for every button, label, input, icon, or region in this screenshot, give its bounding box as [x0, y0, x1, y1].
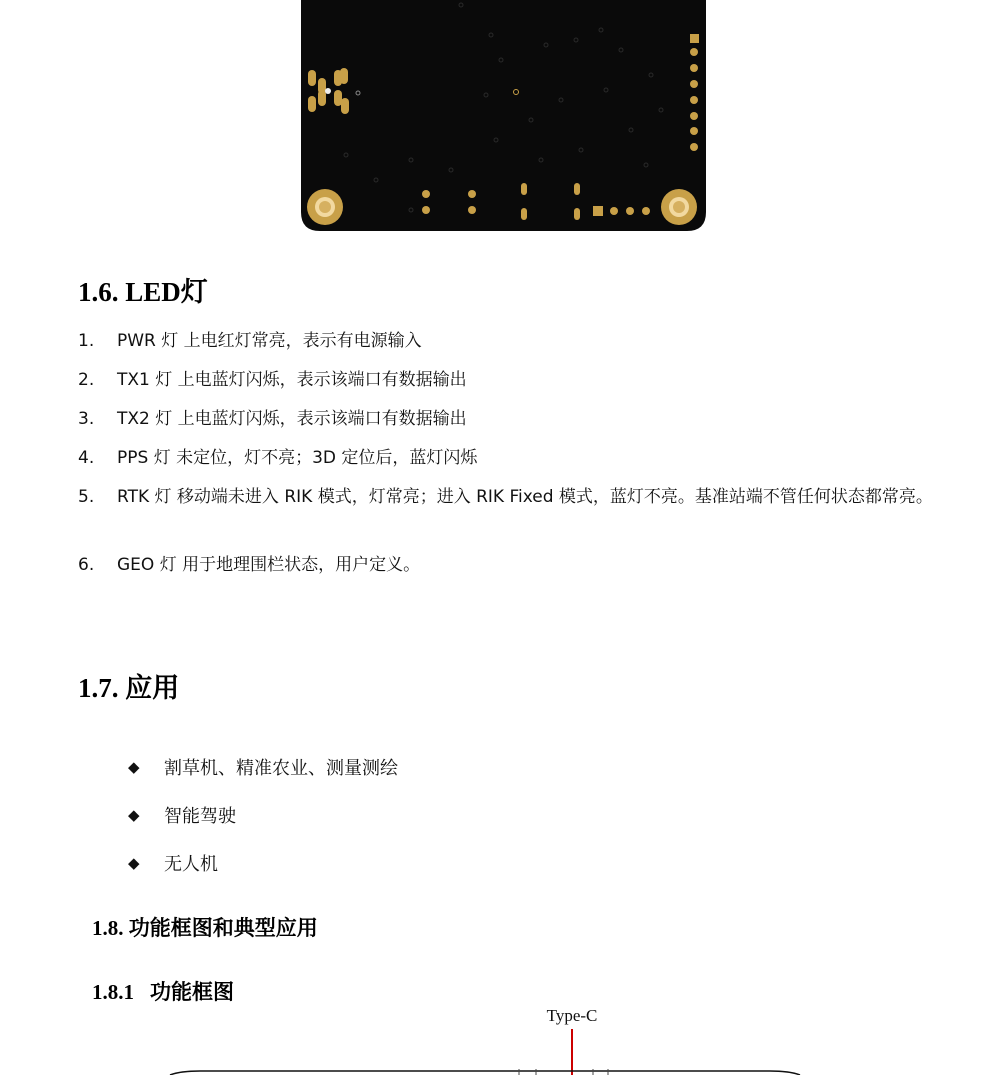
subsection-label: 功能框图: [150, 980, 234, 1004]
led-item-rtk: RTK 灯 移动端未进入 RIK 模式，灯常亮；进入 RIK Fixed 模式，蓝灯不亮。基准站端不管任何状态都常亮。: [117, 487, 933, 507]
diamond-bullet-icon: ◆: [128, 806, 140, 824]
mounting-hole-left: [307, 189, 343, 225]
module-box-outline: [170, 1071, 800, 1075]
function-block-diagram: [0, 1000, 1000, 1075]
led-item-tx1: TX1 灯 上电蓝灯闪烁，表示该端口有数据输出: [117, 370, 467, 390]
application-item: 智能驾驶: [164, 806, 236, 827]
led-item-number: 1.: [78, 331, 95, 351]
diamond-bullet-icon: ◆: [128, 758, 140, 776]
led-item-number: 5.: [78, 487, 95, 507]
connector-ticks: [519, 1069, 608, 1075]
section-block-title: 1.8. 功能框图和典型应用: [92, 916, 318, 940]
pcb-board: [301, 0, 706, 231]
led-item-number: 6.: [78, 555, 95, 575]
led-item-geo: GEO 灯 用于地理围栏状态，用户定义。: [117, 555, 421, 575]
led-item-number: 2.: [78, 370, 95, 390]
pcb-board-image: [301, 0, 706, 232]
section-app-title: 1.7. 应用: [78, 673, 180, 703]
led-item-pps: PPS 灯 未定位，灯不亮；3D 定位后，蓝灯闪烁: [117, 448, 478, 468]
subsection-number: 1.8.1: [92, 980, 134, 1004]
led-item-pwr: PWR 灯 上电红灯常亮，表示有电源输入: [117, 331, 422, 351]
led-item-number: 3.: [78, 409, 95, 429]
led-item-number: 4.: [78, 448, 95, 468]
diamond-bullet-icon: ◆: [128, 854, 140, 872]
typec-label: Type-C: [546, 1006, 598, 1025]
section-led-title: 1.6. LED灯: [78, 277, 208, 307]
mounting-hole-right: [661, 189, 697, 225]
application-item: 割草机、精准农业、测量测绘: [164, 758, 398, 779]
led-item-tx2: TX2 灯 上电蓝灯闪烁，表示该端口有数据输出: [117, 409, 467, 429]
application-item: 无人机: [164, 854, 218, 875]
